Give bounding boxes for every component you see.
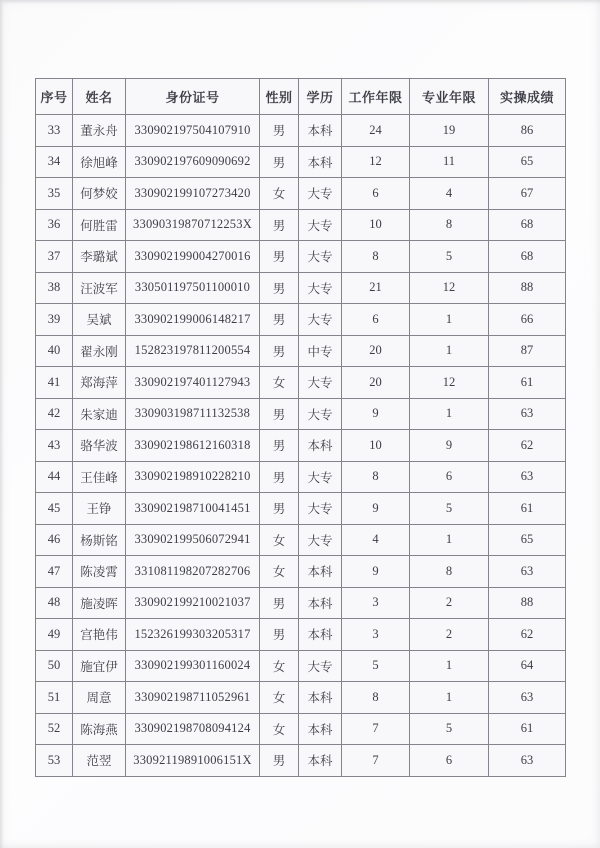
table-cell: 男: [260, 146, 299, 178]
table-cell: 63: [489, 682, 566, 714]
table-cell: 女: [260, 178, 299, 210]
table-cell: 本科: [299, 556, 342, 588]
table-cell: 2: [410, 619, 489, 651]
table-row: [36, 335, 566, 367]
table-cell: 6: [342, 304, 410, 336]
table-cell: 8: [342, 241, 410, 273]
table-cell: 大专: [299, 241, 342, 273]
table-cell: 女: [260, 524, 299, 556]
table-row: [36, 556, 566, 588]
table-cell: 65: [489, 524, 566, 556]
table-cell: 大专: [299, 178, 342, 210]
table-cell: 6: [410, 461, 489, 493]
table-cell: 男: [260, 115, 299, 147]
table-cell: 本科: [299, 713, 342, 745]
table-cell: 男: [260, 619, 299, 651]
column-header-2: 身份证号: [126, 79, 260, 115]
table-cell: 19: [410, 115, 489, 147]
table-row: [36, 619, 566, 651]
table-cell: 61: [489, 367, 566, 399]
table-cell: 5: [410, 493, 489, 525]
table-cell: 中专: [299, 335, 342, 367]
table-cell: 330902197609090692: [126, 146, 260, 178]
table-cell: 47: [36, 556, 73, 588]
table-cell: 4: [342, 524, 410, 556]
table-cell: 152326199303205317: [126, 619, 260, 651]
table-cell: 63: [489, 556, 566, 588]
table-cell: 49: [36, 619, 73, 651]
table-row: [36, 524, 566, 556]
table-cell: 何胜雷: [73, 209, 126, 241]
table-cell: 62: [489, 430, 566, 462]
table-cell: 3: [342, 587, 410, 619]
table-cell: 43: [36, 430, 73, 462]
table-row: [36, 430, 566, 462]
table-cell: 女: [260, 367, 299, 399]
table-cell: 宫艳伟: [73, 619, 126, 651]
table-cell: 33092119891006151X: [126, 745, 260, 777]
score-table: [35, 78, 566, 777]
table-cell: 61: [489, 493, 566, 525]
table-cell: 男: [260, 745, 299, 777]
table-cell: 67: [489, 178, 566, 210]
table-cell: 20: [342, 367, 410, 399]
table-cell: 7: [342, 713, 410, 745]
table-row: [36, 493, 566, 525]
table-cell: 陈海燕: [73, 713, 126, 745]
table-cell: 本科: [299, 682, 342, 714]
table-cell: 45: [36, 493, 73, 525]
column-header-7: 实操成绩: [489, 79, 566, 115]
table-cell: 68: [489, 241, 566, 273]
table-cell: 男: [260, 335, 299, 367]
table-cell: 本科: [299, 146, 342, 178]
table-cell: 徐旭峰: [73, 146, 126, 178]
table-cell: 62: [489, 619, 566, 651]
table-cell: 女: [260, 650, 299, 682]
table-cell: 330902198711052961: [126, 682, 260, 714]
table-cell: 男: [260, 272, 299, 304]
table-row: [36, 115, 566, 147]
table-row: [36, 682, 566, 714]
table-cell: 87: [489, 335, 566, 367]
table-cell: 330902199210021037: [126, 587, 260, 619]
table-cell: 1: [410, 650, 489, 682]
table-cell: 39: [36, 304, 73, 336]
table-cell: 大专: [299, 493, 342, 525]
table-cell: 68: [489, 209, 566, 241]
table-cell: 330902199301160024: [126, 650, 260, 682]
table-row: [36, 398, 566, 430]
table-cell: 330902198708094124: [126, 713, 260, 745]
table-cell: 男: [260, 304, 299, 336]
table-cell: 4: [410, 178, 489, 210]
table-cell: 86: [489, 115, 566, 147]
table-cell: 10: [342, 209, 410, 241]
table-cell: 何梦姣: [73, 178, 126, 210]
table-cell: 63: [489, 461, 566, 493]
table-cell: 大专: [299, 304, 342, 336]
table-cell: 1: [410, 524, 489, 556]
table-cell: 大专: [299, 272, 342, 304]
table-cell: 8: [410, 556, 489, 588]
table-cell: 本科: [299, 430, 342, 462]
table-cell: 63: [489, 745, 566, 777]
table-cell: 大专: [299, 524, 342, 556]
table-row: [36, 209, 566, 241]
table-cell: 7: [342, 745, 410, 777]
table-cell: 本科: [299, 115, 342, 147]
table-cell: 8: [342, 682, 410, 714]
table-cell: 330902198612160318: [126, 430, 260, 462]
table-cell: 330902199004270016: [126, 241, 260, 273]
table-cell: 陈凌霄: [73, 556, 126, 588]
table-cell: 朱家迪: [73, 398, 126, 430]
table-cell: 董永舟: [73, 115, 126, 147]
table-cell: 330902197401127943: [126, 367, 260, 399]
table-cell: 20: [342, 335, 410, 367]
table-cell: 33090319870712253X: [126, 209, 260, 241]
table-row: [36, 146, 566, 178]
table-cell: 1: [410, 682, 489, 714]
table-cell: 大专: [299, 650, 342, 682]
table-cell: 10: [342, 430, 410, 462]
table-cell: 男: [260, 241, 299, 273]
table-cell: 330501197501100010: [126, 272, 260, 304]
table-cell: 11: [410, 146, 489, 178]
table-cell: 大专: [299, 367, 342, 399]
table-cell: 女: [260, 682, 299, 714]
table-cell: 骆华波: [73, 430, 126, 462]
table-cell: 王铮: [73, 493, 126, 525]
table-cell: 63: [489, 398, 566, 430]
table-cell: 61: [489, 713, 566, 745]
table-cell: 5: [410, 713, 489, 745]
table-cell: 64: [489, 650, 566, 682]
table-row: [36, 745, 566, 777]
table-cell: 53: [36, 745, 73, 777]
table-cell: 330902199506072941: [126, 524, 260, 556]
table-cell: 本科: [299, 745, 342, 777]
table-cell: 41: [36, 367, 73, 399]
table-cell: 男: [260, 587, 299, 619]
table-row: [36, 241, 566, 273]
table-cell: 331081198207282706: [126, 556, 260, 588]
table-cell: 施凌晖: [73, 587, 126, 619]
table-cell: 王佳峰: [73, 461, 126, 493]
table-row: [36, 461, 566, 493]
table-row: [36, 367, 566, 399]
table-cell: 330902197504107910: [126, 115, 260, 147]
table-cell: 38: [36, 272, 73, 304]
table-cell: 46: [36, 524, 73, 556]
column-header-6: 专业年限: [410, 79, 489, 115]
table-cell: 50: [36, 650, 73, 682]
table-cell: 女: [260, 556, 299, 588]
table-cell: 330903198711132538: [126, 398, 260, 430]
table-cell: 48: [36, 587, 73, 619]
table-cell: 330902198910228210: [126, 461, 260, 493]
table-cell: 2: [410, 587, 489, 619]
table-cell: 翟永刚: [73, 335, 126, 367]
table-cell: 88: [489, 587, 566, 619]
table-cell: 本科: [299, 587, 342, 619]
table-cell: 李璐斌: [73, 241, 126, 273]
table-cell: 35: [36, 178, 73, 210]
table-row: [36, 587, 566, 619]
table-cell: 男: [260, 493, 299, 525]
table-cell: 1: [410, 398, 489, 430]
table-cell: 女: [260, 713, 299, 745]
table-cell: 杨斯铭: [73, 524, 126, 556]
table-cell: 36: [36, 209, 73, 241]
table-cell: 大专: [299, 461, 342, 493]
table-cell: 24: [342, 115, 410, 147]
table-cell: 6: [342, 178, 410, 210]
table-cell: 330902199107273420: [126, 178, 260, 210]
table-cell: 330902199006148217: [126, 304, 260, 336]
table-row: [36, 304, 566, 336]
table-cell: 3: [342, 619, 410, 651]
table-cell: 66: [489, 304, 566, 336]
table-cell: 33: [36, 115, 73, 147]
table-header-row: [36, 79, 566, 115]
table-cell: 37: [36, 241, 73, 273]
table-row: [36, 713, 566, 745]
table-cell: 9: [342, 493, 410, 525]
column-header-4: 学历: [299, 79, 342, 115]
table-cell: 65: [489, 146, 566, 178]
table-cell: 8: [342, 461, 410, 493]
column-header-3: 性别: [260, 79, 299, 115]
table-row: [36, 650, 566, 682]
table-cell: 范翌: [73, 745, 126, 777]
table-cell: 40: [36, 335, 73, 367]
table-cell: 1: [410, 335, 489, 367]
table-cell: 9: [342, 556, 410, 588]
table-cell: 42: [36, 398, 73, 430]
table-cell: 6: [410, 745, 489, 777]
table-cell: 88: [489, 272, 566, 304]
table-cell: 152823197811200554: [126, 335, 260, 367]
table-cell: 男: [260, 461, 299, 493]
table-cell: 男: [260, 398, 299, 430]
table-cell: 12: [342, 146, 410, 178]
table-row: [36, 272, 566, 304]
table-cell: 12: [410, 272, 489, 304]
table-cell: 周意: [73, 682, 126, 714]
table-cell: 21: [342, 272, 410, 304]
table-cell: 51: [36, 682, 73, 714]
table-cell: 汪波军: [73, 272, 126, 304]
table-cell: 1: [410, 304, 489, 336]
table-cell: 9: [410, 430, 489, 462]
table-cell: 大专: [299, 398, 342, 430]
table-body: [36, 115, 566, 777]
table-cell: 5: [342, 650, 410, 682]
table-cell: 大专: [299, 209, 342, 241]
column-header-5: 工作年限: [342, 79, 410, 115]
column-header-0: 序号: [36, 79, 73, 115]
table-cell: 吴斌: [73, 304, 126, 336]
table-cell: 5: [410, 241, 489, 273]
table-cell: 郑海萍: [73, 367, 126, 399]
table-cell: 52: [36, 713, 73, 745]
table-cell: 12: [410, 367, 489, 399]
table-cell: 施宜伊: [73, 650, 126, 682]
table-row: [36, 178, 566, 210]
table-cell: 330902198710041451: [126, 493, 260, 525]
table-cell: 34: [36, 146, 73, 178]
table-cell: 本科: [299, 619, 342, 651]
column-header-1: 姓名: [73, 79, 126, 115]
table-cell: 9: [342, 398, 410, 430]
table-cell: 男: [260, 209, 299, 241]
table-cell: 8: [410, 209, 489, 241]
table-cell: 44: [36, 461, 73, 493]
table-cell: 男: [260, 430, 299, 462]
